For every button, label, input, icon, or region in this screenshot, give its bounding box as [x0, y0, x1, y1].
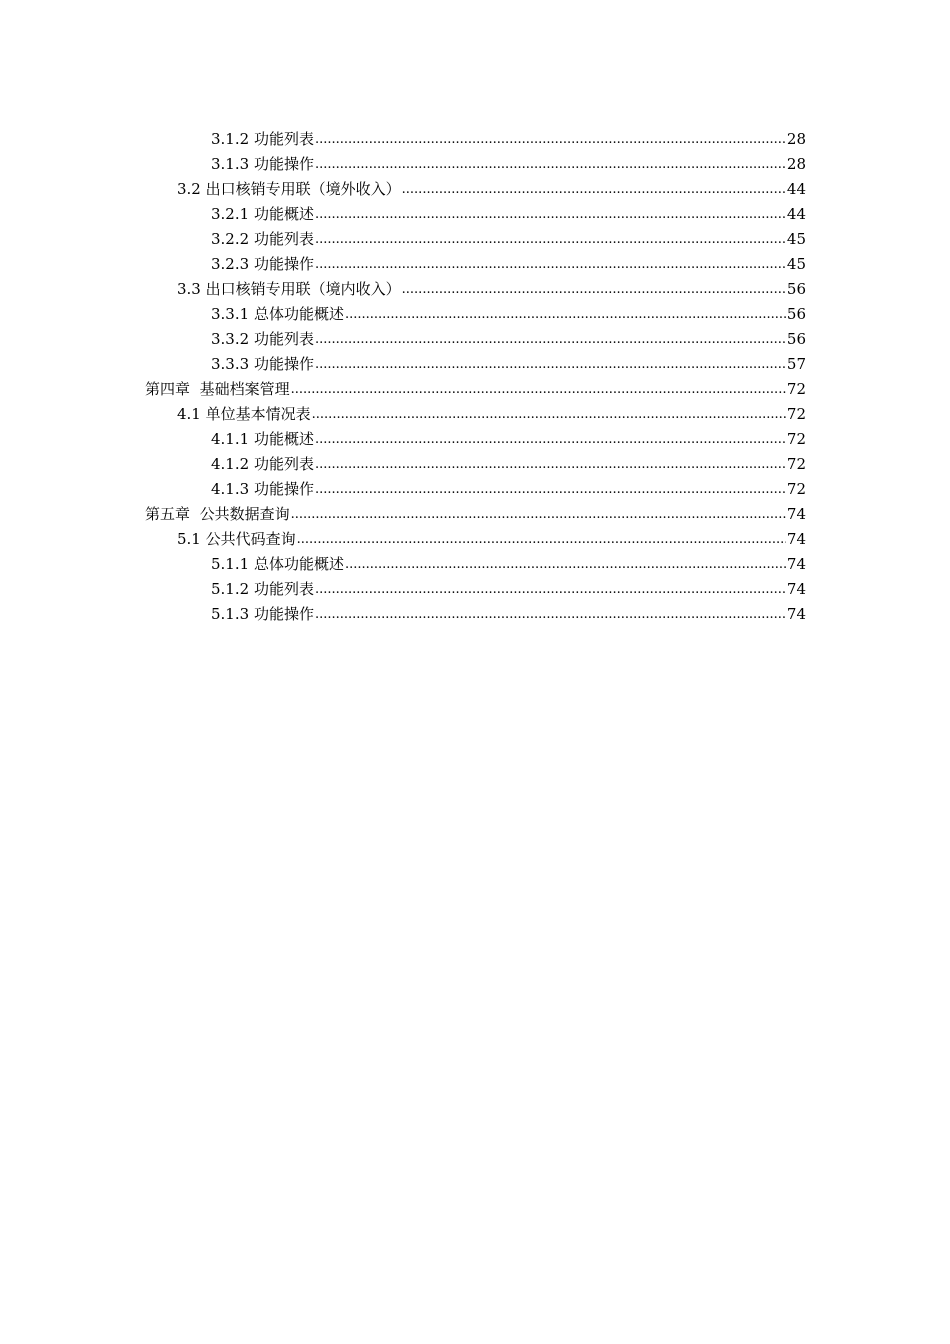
toc-entry-page-number: 28 — [786, 155, 806, 173]
toc-entry[interactable] — [0, 499, 950, 524]
toc-entry-title: 总体功能概述 — [253, 555, 344, 573]
toc-entry-number: 4.1.3 — [211, 480, 250, 498]
toc-entry-page-number: 72 — [786, 480, 806, 498]
toc-entry-number: 5.1.3 — [211, 605, 250, 623]
toc-entry-page-number: 57 — [786, 355, 806, 373]
toc-entry-title: 功能概述 — [253, 430, 314, 448]
toc-entry-number: 3.1.2 — [211, 130, 250, 148]
toc-dot-leader — [315, 581, 786, 599]
toc-dot-leader — [297, 531, 786, 549]
toc-entry[interactable] — [0, 224, 950, 249]
toc-entry-heading — [211, 304, 344, 324]
toc-entry-number: 第五章 — [145, 505, 191, 523]
toc-entry-number: 3.2.3 — [211, 255, 250, 273]
toc-entry[interactable] — [0, 199, 950, 224]
toc-entry-heading — [211, 204, 314, 224]
toc-dot-leader — [315, 606, 786, 624]
toc-entry-number: 3.2.1 — [211, 205, 250, 223]
toc-entry-title: 总体功能概述 — [253, 305, 344, 323]
toc-dot-leader — [345, 556, 786, 574]
toc-entry-page-number: 44 — [786, 205, 806, 223]
toc-entry-title: 功能概述 — [253, 205, 314, 223]
toc-dot-leader — [315, 456, 786, 474]
toc-entry-page-number: 56 — [786, 330, 806, 348]
toc-entry-number: 3.3.1 — [211, 305, 250, 323]
toc-entry-title: 功能操作 — [253, 605, 314, 623]
toc-entry[interactable] — [0, 574, 950, 599]
toc-entry-number: 3.2 — [177, 180, 201, 198]
toc-entry[interactable] — [0, 474, 950, 499]
toc-entry-heading — [145, 504, 290, 524]
toc-entry-page-number: 44 — [786, 180, 806, 198]
toc-entry-heading — [211, 554, 344, 574]
toc-entry-title: 功能操作 — [253, 355, 314, 373]
toc-entry-separator — [190, 380, 200, 398]
toc-entry-number: 3.3.3 — [211, 355, 250, 373]
toc-dot-leader — [315, 481, 786, 499]
toc-entry-heading — [211, 354, 314, 374]
toc-entry-page-number: 56 — [786, 280, 806, 298]
toc-entry-heading — [211, 229, 314, 249]
toc-entry-page-number: 74 — [786, 580, 806, 598]
toc-entry[interactable] — [0, 174, 950, 199]
toc-entry-heading — [145, 379, 290, 399]
toc-entry[interactable] — [0, 524, 950, 549]
toc-entry-title: 基础档案管理 — [199, 380, 290, 398]
toc-entry-title: 功能列表 — [253, 330, 314, 348]
toc-entry[interactable] — [0, 149, 950, 174]
toc-entry-number: 4.1.2 — [211, 455, 250, 473]
toc-entry-heading — [211, 254, 314, 274]
toc-dot-leader — [291, 506, 786, 524]
toc-entry-title: 功能列表 — [253, 230, 314, 248]
toc-entry-heading — [211, 329, 314, 349]
toc-entry[interactable] — [0, 424, 950, 449]
toc-entry-number: 4.1.1 — [211, 430, 250, 448]
toc-entry[interactable] — [0, 599, 950, 624]
toc-entry-number: 5.1.1 — [211, 555, 250, 573]
toc-dot-leader — [402, 181, 786, 199]
toc-dot-leader — [345, 306, 786, 324]
toc-entry-title: 功能列表 — [253, 580, 314, 598]
toc-dot-leader — [315, 331, 786, 349]
toc-entry-title: 功能列表 — [253, 455, 314, 473]
toc-entry[interactable] — [0, 549, 950, 574]
toc-entry-page-number: 45 — [786, 230, 806, 248]
toc-entry[interactable] — [0, 299, 950, 324]
toc-entry-page-number: 72 — [786, 380, 806, 398]
toc-entry-heading — [211, 154, 314, 174]
toc-entry-heading — [211, 429, 314, 449]
toc-dot-leader — [315, 431, 786, 449]
toc-entry-heading — [177, 404, 311, 424]
toc-entry[interactable] — [0, 349, 950, 374]
toc-dot-leader — [312, 406, 786, 424]
toc-entry-page-number: 74 — [786, 605, 806, 623]
toc-dot-leader — [315, 356, 786, 374]
toc-entry-number: 4.1 — [177, 405, 201, 423]
toc-dot-leader — [315, 206, 786, 224]
toc-entry-title: 功能操作 — [253, 255, 314, 273]
toc-entry-number: 3.2.2 — [211, 230, 250, 248]
toc-entry-page-number: 74 — [786, 530, 806, 548]
toc-dot-leader — [315, 131, 786, 149]
toc-entry-page-number: 72 — [786, 405, 806, 423]
toc-entry-page-number: 72 — [786, 455, 806, 473]
toc-entry-page-number: 28 — [786, 130, 806, 148]
toc-dot-leader — [291, 381, 786, 399]
toc-dot-leader — [402, 281, 786, 299]
toc-entry-heading — [211, 129, 314, 149]
toc-entry-number: 3.3 — [177, 280, 201, 298]
toc-entry-heading — [211, 454, 314, 474]
toc-entry-heading — [177, 279, 401, 299]
toc-entry-separator — [190, 505, 200, 523]
toc-entry-number: 5.1 — [177, 530, 201, 548]
toc-entry[interactable] — [0, 124, 950, 149]
toc-entry[interactable] — [0, 324, 950, 349]
toc-entry[interactable] — [0, 449, 950, 474]
toc-entry-title: 功能操作 — [253, 155, 314, 173]
toc-entry-number: 3.1.3 — [211, 155, 250, 173]
toc-entry[interactable] — [0, 249, 950, 274]
toc-entry-page-number: 74 — [786, 505, 806, 523]
toc-entry-page-number: 45 — [786, 255, 806, 273]
toc-entry[interactable] — [0, 399, 950, 424]
toc-entry-number: 第四章 — [145, 380, 191, 398]
toc-entry-title: 公共数据查询 — [199, 505, 290, 523]
toc-entry-title: 公共代码查询 — [205, 530, 296, 548]
toc-entry-heading — [177, 179, 401, 199]
toc-entry-number: 5.1.2 — [211, 580, 250, 598]
toc-entry-page-number: 74 — [786, 555, 806, 573]
toc-entry[interactable] — [0, 374, 950, 399]
toc-entry-title: 单位基本情况表 — [205, 405, 311, 423]
toc-dot-leader — [315, 256, 786, 274]
toc-entry-heading — [211, 479, 314, 499]
toc-entry-page-number: 72 — [786, 430, 806, 448]
toc-entry-page-number: 56 — [786, 305, 806, 323]
toc-entry-title: 出口核销专用联（境内收入） — [205, 280, 401, 298]
toc-entry-number: 3.3.2 — [211, 330, 250, 348]
toc-entry-heading — [211, 579, 314, 599]
toc-entry-title: 功能列表 — [253, 130, 314, 148]
toc-dot-leader — [315, 156, 786, 174]
toc-entry[interactable] — [0, 274, 950, 299]
toc-entry-title: 出口核销专用联（境外收入） — [205, 180, 401, 198]
toc-dot-leader — [315, 231, 786, 249]
toc-entry-heading — [177, 529, 296, 549]
toc-entry-title: 功能操作 — [253, 480, 314, 498]
table-of-contents — [0, 124, 950, 624]
toc-entry-heading — [211, 604, 314, 624]
